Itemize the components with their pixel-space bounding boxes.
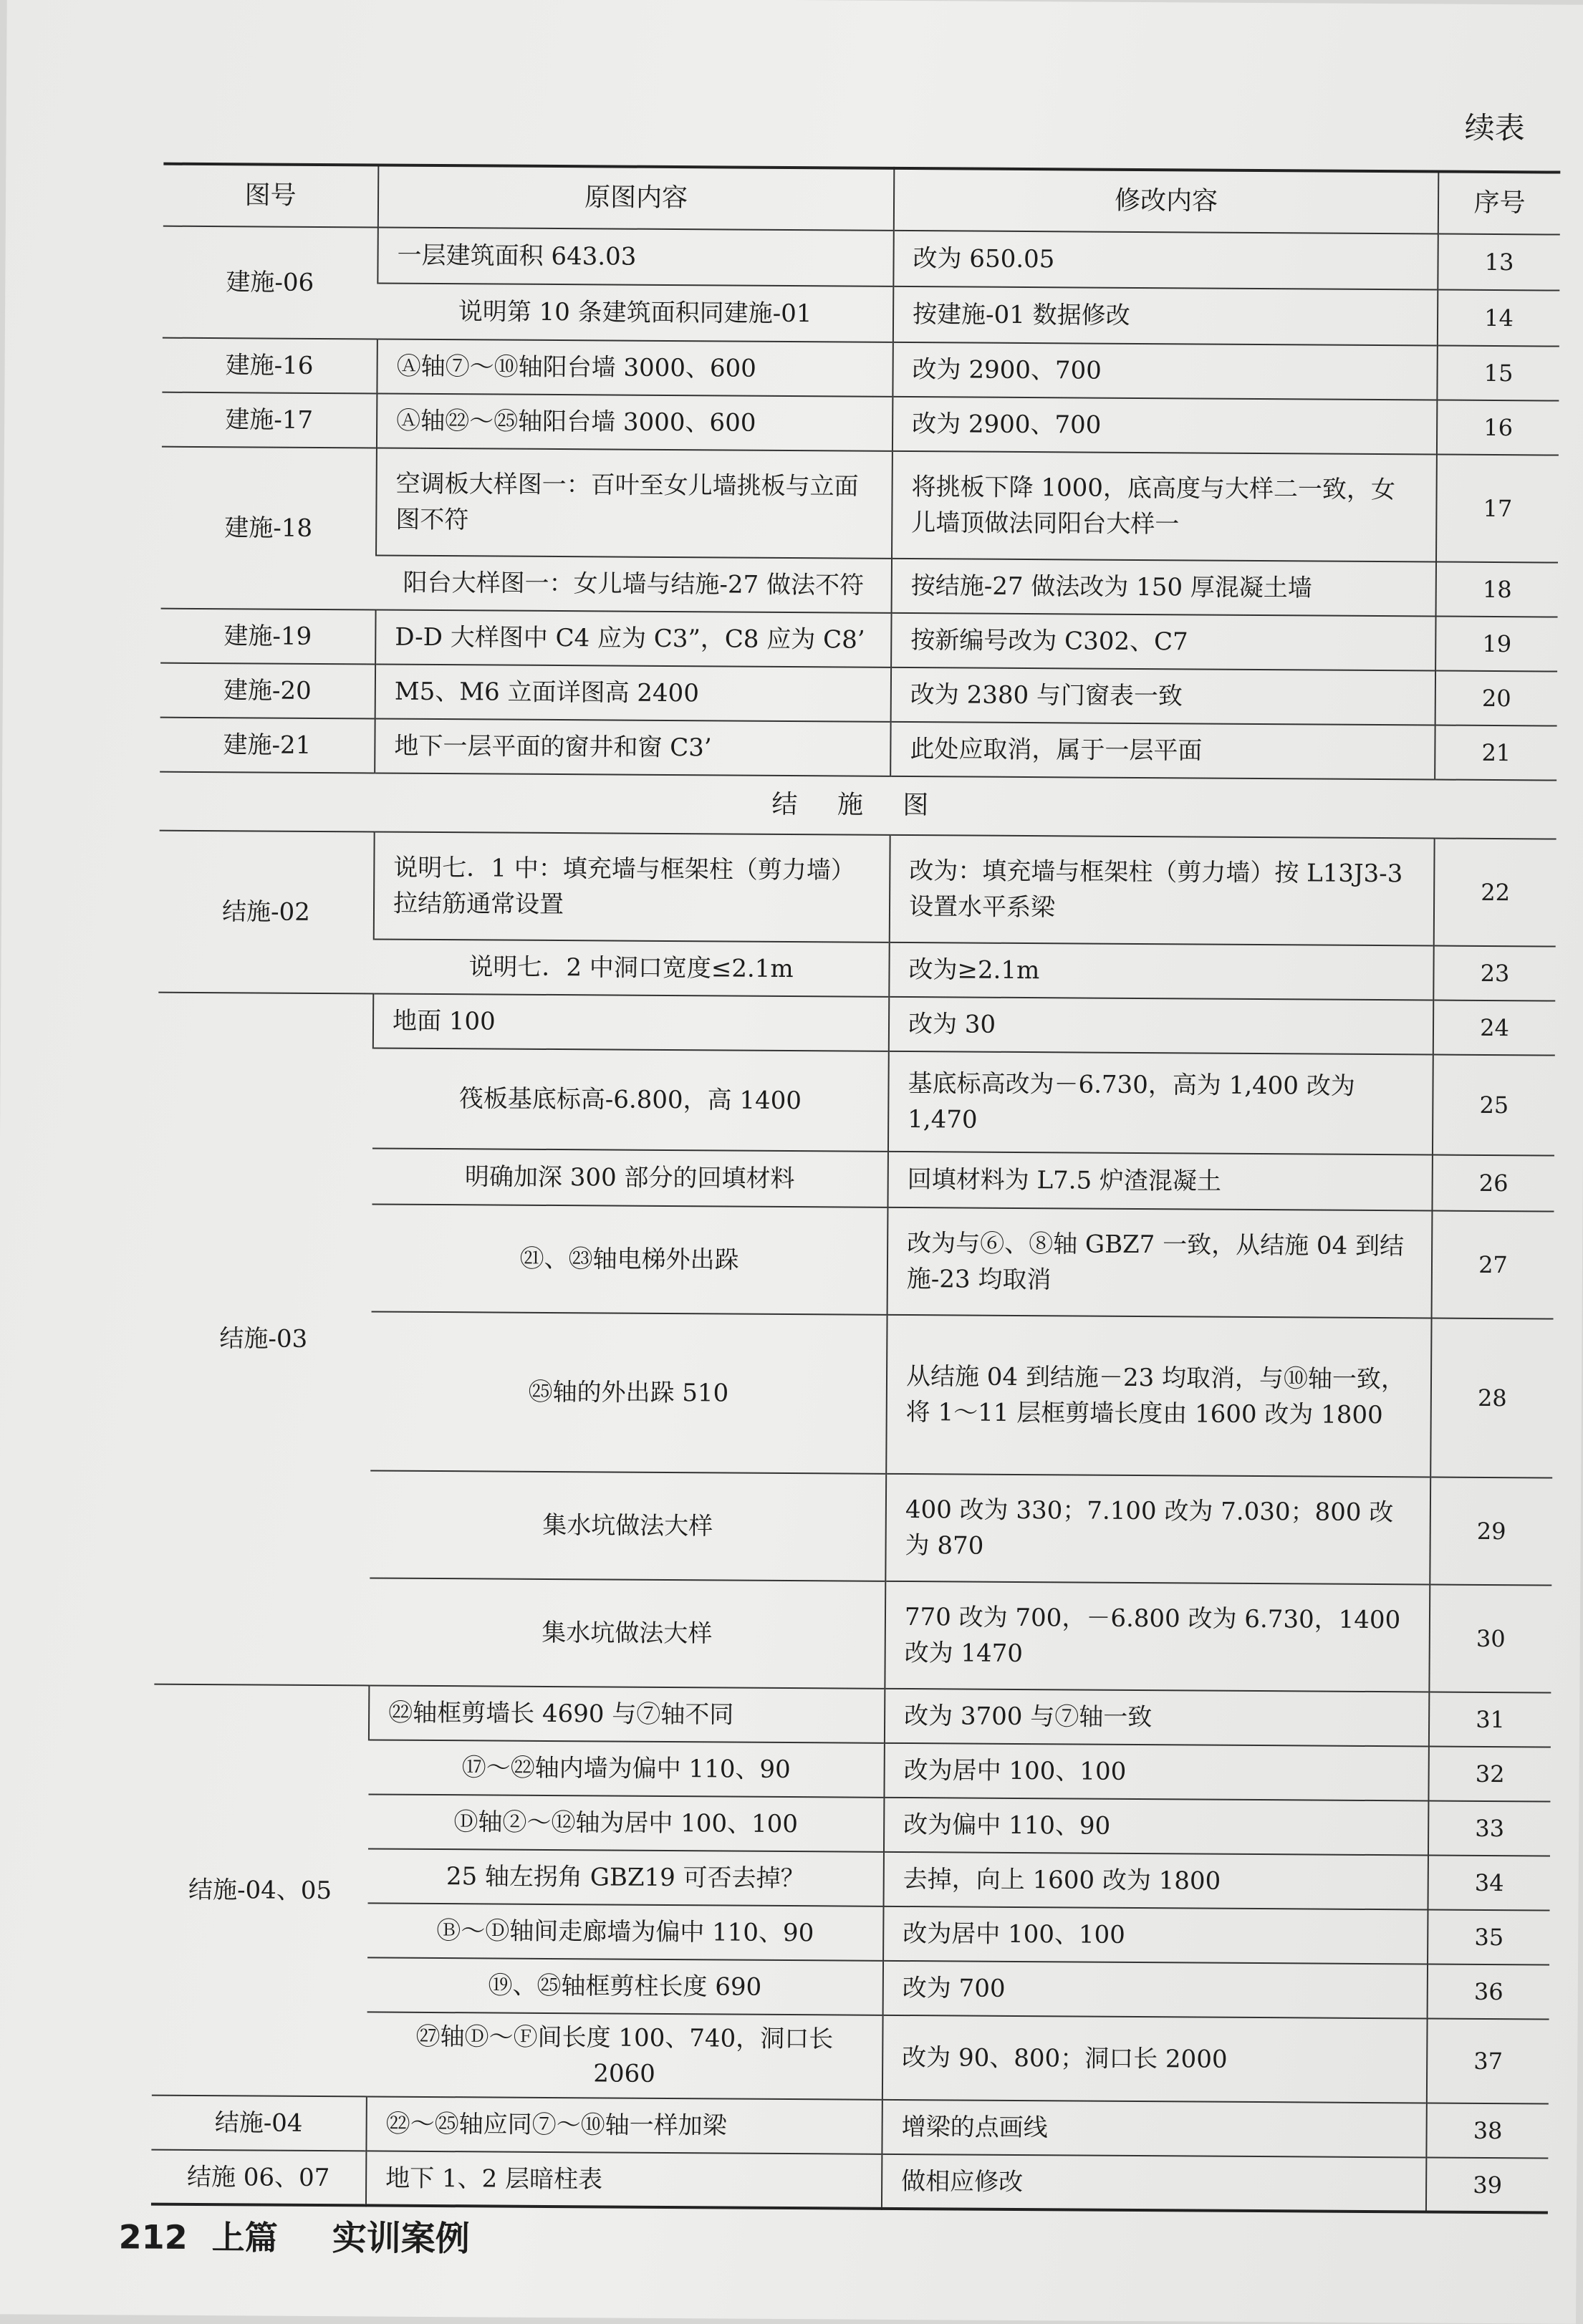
seq-cell: 14 [1438, 290, 1559, 347]
header-seq: 序号 [1438, 172, 1561, 235]
header-original: 原图内容 [378, 165, 895, 230]
original-cell: ㉑、㉓轴电梯外出跺 [372, 1204, 888, 1314]
header-drawing-no: 图号 [163, 164, 379, 228]
original-cell: ⑰～㉒轴内墙为偏中 110、90 [368, 1740, 884, 1797]
seq-cell: 27 [1432, 1210, 1554, 1318]
original-cell: ㉒轴框剪墙长 4690 与⑦轴不同 [369, 1685, 885, 1742]
seq-cell: 38 [1426, 2103, 1548, 2158]
change-cell: 做相应修改 [882, 2154, 1426, 2212]
original-cell: 地下一层平面的窗井和窗 C3’ [375, 718, 890, 776]
revision-table-wrap [151, 163, 1560, 2214]
drawing-cell: 结施-03 [154, 993, 373, 1686]
original-cell: ㉗轴Ⓓ～Ⓕ间长度 100、740，洞口长 2060 [367, 2012, 883, 2099]
original-cell: 一层建筑面积 643.03 [377, 227, 893, 286]
seq-cell: 18 [1436, 562, 1558, 617]
table-header-row [163, 164, 1560, 235]
page-number: 212 [118, 2217, 188, 2257]
original-cell: ㉒～㉕轴应同⑦～⑩轴一样加梁 [366, 2096, 882, 2154]
header-change: 修改内容 [894, 168, 1439, 234]
seq-cell: 21 [1435, 725, 1556, 781]
original-cell: D-D 大样图中 C4 应为 C3”，C8 应为 C8’ [375, 609, 891, 667]
chapter-label: 实训案例 [332, 2218, 470, 2260]
seq-cell: 39 [1426, 2157, 1548, 2212]
change-cell: 400 改为 330；7.100 改为 7.030；800 改为 870 [885, 1474, 1430, 1585]
part-label: 上篇 [211, 2218, 278, 2257]
original-cell: 集水坑做法大样 [370, 1470, 886, 1581]
change-cell: 改为 30 [889, 997, 1433, 1055]
seq-cell: 17 [1436, 455, 1559, 563]
seq-cell: 28 [1430, 1318, 1553, 1477]
seq-cell: 16 [1437, 400, 1559, 455]
table-row [162, 338, 1559, 401]
seq-cell: 15 [1437, 346, 1559, 401]
seq-cell: 29 [1430, 1477, 1552, 1585]
table-row [151, 2150, 1548, 2213]
change-cell: 改为居中 100、100 [884, 1743, 1428, 1801]
change-cell: 改为 90、800；洞口长 2000 [882, 2015, 1428, 2103]
seq-cell: 31 [1429, 1692, 1551, 1747]
change-cell: 增梁的点画线 [882, 2100, 1426, 2158]
original-cell: 25 轴左拐角 GBZ19 可否去掉？ [368, 1848, 884, 1906]
seq-cell: 32 [1428, 1746, 1550, 1801]
change-cell: 改为 700 [883, 1961, 1428, 2019]
seq-cell: 24 [1433, 1001, 1555, 1056]
drawing-cell: 结施-04 [151, 2096, 366, 2151]
change-cell: 按建施-01 数据修改 [893, 286, 1438, 346]
table-row [163, 226, 1559, 291]
seq-cell: 25 [1433, 1055, 1555, 1156]
original-cell: 空调板大样图一：百叶至女儿墙挑板与立面图不符 [376, 448, 892, 558]
drawing-cell: 建施-17 [162, 392, 377, 448]
change-cell: 改为偏中 110、90 [884, 1798, 1428, 1856]
drawing-cell: 建施-21 [160, 718, 375, 773]
change-cell: 改为与⑥、⑧轴 GBZ7 一致，从结施 04 到结施-23 均取消 [887, 1207, 1433, 1318]
seq-cell: 37 [1427, 2018, 1549, 2103]
original-cell: 说明七．1 中：填充墙与框架柱（剪力墙）拉结筋通常设置 [374, 831, 890, 942]
seq-cell: 19 [1435, 617, 1557, 672]
change-cell: 770 改为 700，－6.800 改为 6.730，1400 改为 1470 [885, 1581, 1430, 1692]
table-row [154, 1684, 1551, 1747]
drawing-cell: 建施-06 [163, 226, 378, 339]
page-footer [118, 2209, 469, 2260]
original-cell: Ⓐ轴⑦～⑩轴阳台墙 3000、600 [377, 339, 892, 396]
change-cell: 改为 3700 与⑦轴一致 [885, 1689, 1429, 1747]
seq-cell: 35 [1428, 1909, 1549, 1964]
seq-cell: 34 [1428, 1855, 1550, 1910]
drawing-cell: 建施-18 [161, 447, 377, 610]
change-cell: 按结施-27 做法改为 150 厚混凝土墙 [892, 559, 1436, 617]
seq-cell: 30 [1429, 1584, 1551, 1692]
change-cell: 改为 2380 与门窗表一致 [891, 667, 1435, 725]
change-cell: 按新编号改为 C302、C7 [891, 613, 1435, 671]
change-cell: 此处应取消，属于一层平面 [890, 722, 1435, 780]
original-cell: 地面 100 [373, 993, 889, 1051]
table-row [158, 993, 1555, 1056]
table-row [159, 831, 1556, 947]
change-cell: 改为 650.05 [893, 231, 1438, 290]
original-cell: M5、M6 立面详图高 2400 [375, 664, 891, 721]
change-cell: 将挑板下降 1000，底高度与大样二一致，女儿墙顶做法同阳台大样一 [892, 451, 1437, 562]
section-row [160, 772, 1556, 839]
original-cell: 阳台大样图一：女儿墙与结施-27 做法不符 [376, 555, 892, 612]
seq-cell: 36 [1428, 1964, 1549, 2019]
seq-cell: 20 [1435, 671, 1557, 726]
original-cell: 说明七．2 中洞口宽度≤2.1m [373, 939, 889, 996]
change-cell: 改为居中 100、100 [883, 1906, 1428, 1964]
table-row [162, 392, 1559, 455]
seq-cell: 22 [1434, 839, 1556, 947]
table-row [151, 2096, 1548, 2159]
drawing-cell: 结施-02 [158, 831, 374, 994]
change-cell: 回填材料为 L7.5 炉渣混凝土 [887, 1152, 1432, 1211]
change-cell: 从结施 04 到结施－23 均取消，与⑩轴一致，将 1～11 层框剪墙长度由 1600 改为 1800 [886, 1315, 1431, 1477]
drawing-cell: 建施-16 [162, 338, 377, 394]
revision-table [151, 163, 1560, 2214]
drawing-cell: 建施-20 [160, 663, 375, 719]
original-cell: Ⓑ～Ⓓ轴间走廊墙为偏中 110、90 [367, 1903, 883, 1960]
original-cell: Ⓐ轴㉒～㉕轴阳台墙 3000、600 [377, 393, 892, 450]
seq-cell: 26 [1432, 1154, 1554, 1211]
drawing-cell: 结施 06、07 [151, 2150, 366, 2206]
original-cell: 明确加深 300 部分的回填材料 [372, 1148, 887, 1207]
change-cell: 改为 2900、700 [892, 397, 1437, 455]
change-cell: 改为：填充墙与框架柱（剪力墙）按 L13J3-3 设置水平系梁 [890, 835, 1435, 946]
table-row [160, 609, 1557, 672]
drawing-cell: 建施-19 [160, 609, 375, 665]
drawing-cell: 结施-04、05 [152, 1684, 370, 2097]
original-cell: 地下 1、2 层暗柱表 [366, 2151, 882, 2208]
change-cell: 改为 2900、700 [892, 342, 1437, 400]
seq-cell: 13 [1438, 234, 1559, 291]
original-cell: ⑲、㉕轴框剪柱长度 690 [367, 1957, 883, 2015]
table-row [160, 718, 1556, 781]
table-row [161, 447, 1559, 563]
continued-label: 续表 [1464, 110, 1525, 146]
change-cell: 去掉，向上 1600 改为 1800 [884, 1852, 1428, 1910]
table-row [160, 663, 1557, 726]
seq-cell: 23 [1433, 946, 1555, 1001]
section-heading: 结 施 图 [160, 772, 1556, 839]
original-cell: 说明第 10 条建筑面积同建施-01 [377, 283, 893, 342]
original-cell: 筏板基底标高-6.800，高 1400 [372, 1048, 889, 1151]
original-cell: ㉕轴的外出跺 510 [370, 1311, 887, 1473]
change-cell: 改为≥2.1m [889, 942, 1433, 1001]
original-cell: 集水坑做法大样 [369, 1578, 885, 1688]
seq-cell: 33 [1428, 1800, 1550, 1856]
change-cell: 基底标高改为－6.730，高为 1,400 改为 1,470 [888, 1051, 1433, 1155]
original-cell: Ⓓ轴②～⑫轴为居中 100、100 [368, 1794, 884, 1851]
